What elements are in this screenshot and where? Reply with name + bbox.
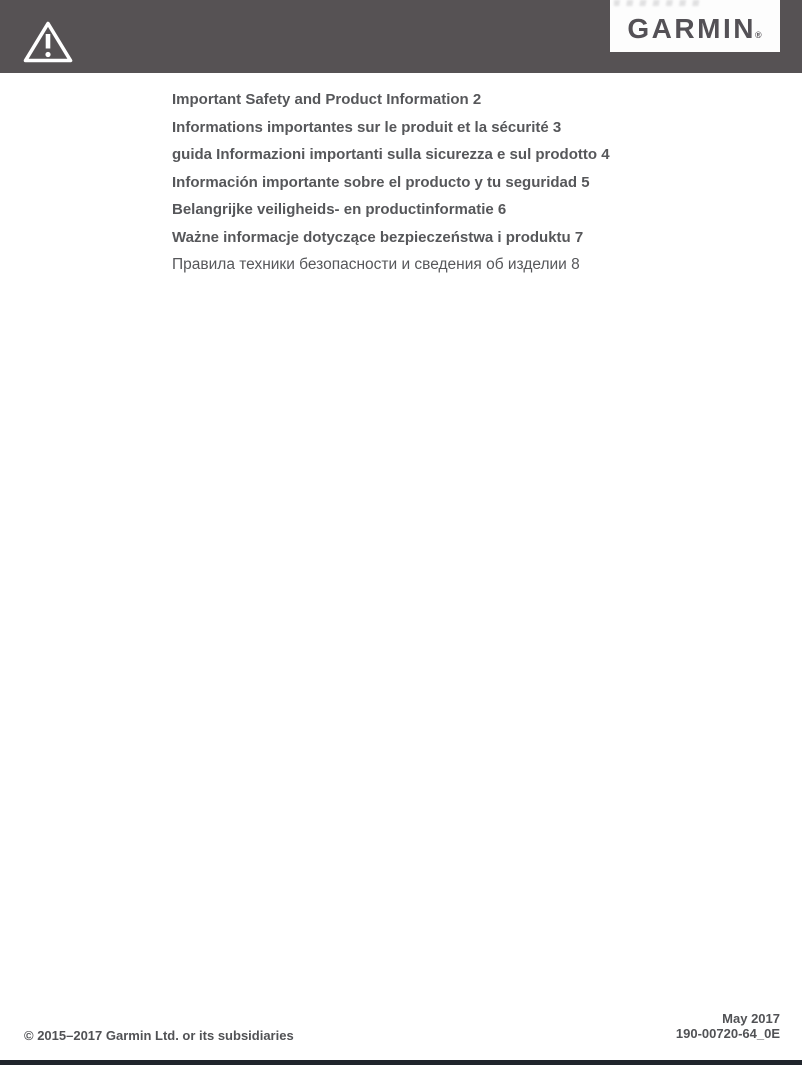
toc-entry-russian [172, 251, 732, 279]
garmin-logo-wordmark: GARMIN [627, 13, 756, 44]
toc-entry-italian [172, 141, 732, 169]
toc-entry-label: Belangrijke veiligheids- en productinformatie [172, 201, 494, 218]
toc-entry-label: Правила техники безопасности и сведения об изделии [172, 256, 567, 273]
part-number: 190-00720-64_0E [675, 1025, 780, 1041]
toc-entry-page-number: 8 [571, 256, 580, 273]
toc-entry-label: Informations importantes sur le produit et la sécurité [172, 118, 549, 136]
cropped-text-artifact [614, 0, 704, 6]
footer-publication-info [676, 1012, 780, 1041]
toc-entry-label: guida Informazioni importanti sulla sicurezza e sul prodotto [172, 146, 598, 163]
toc-entry-english [172, 86, 732, 114]
toc-entry-label: Important Safety and Product Information [172, 91, 469, 108]
toc-entry-label: Información importante sobre el producto y tu seguridad [172, 173, 578, 191]
toc-entry-page-number: 4 [601, 146, 610, 163]
copyright-notice: © 2015–2017 Garmin Ltd. or its subsidiaries [24, 1028, 294, 1043]
publication-date: May 2017 [722, 1011, 780, 1026]
toc-entry-dutch [172, 196, 732, 224]
toc-entry-page-number: 3 [552, 118, 562, 136]
toc-entry-page-number: 2 [472, 91, 482, 108]
header-bar [0, 0, 802, 73]
toc-entry-french [172, 114, 732, 142]
garmin-logo-box [610, 0, 780, 52]
toc-entry-polish [172, 224, 732, 252]
toc-entry-page-number: 7 [574, 228, 584, 246]
registered-trademark-symbol: ® [754, 30, 762, 40]
toc-entry-spanish [172, 169, 732, 197]
toc-entry-label: Ważne informacje dotyczące bezpieczeństwa i produktu [172, 228, 571, 246]
bottom-edge-bar [0, 1060, 802, 1065]
warning-triangle-icon [22, 20, 74, 64]
garmin-logo [627, 15, 762, 43]
table-of-contents [172, 86, 732, 279]
toc-entry-page-number: 5 [581, 173, 590, 191]
toc-entry-page-number: 6 [497, 201, 507, 218]
